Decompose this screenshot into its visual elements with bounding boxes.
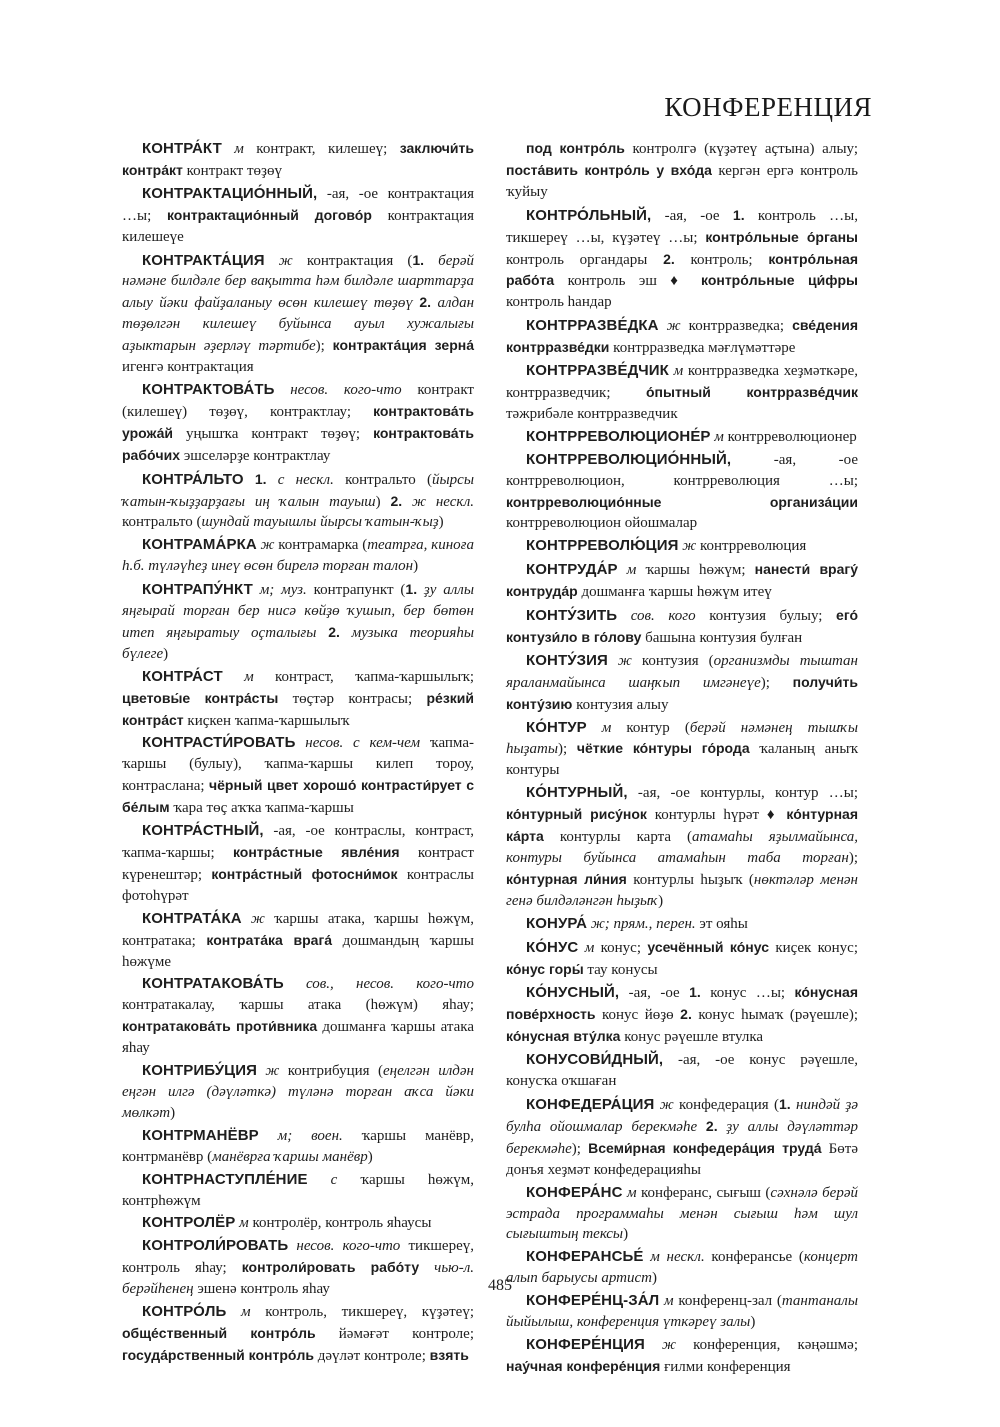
grammar-note: м (668, 363, 684, 380)
translation-text: -ая, -ое конус рәүешле, конусҡа оҡшаған (506, 1052, 858, 1090)
headword: КОНТРУДА́Р (526, 561, 618, 579)
phrase-example: контрреволюцио́нные организа́ции (506, 493, 858, 510)
dictionary-entry (506, 718, 858, 782)
dictionary-entry (122, 535, 474, 577)
translation-text: контрреволюция (696, 538, 807, 555)
translation-text: контраст, ҡапма-ҡаршылыҡ; (253, 668, 474, 685)
translation-text: контурлы һыҙыҡ ( (626, 871, 754, 888)
translation-text: -ая, -ое (651, 207, 733, 224)
translation-text: контрразведка хеҙмәткәре, контрразведчик; (506, 363, 858, 401)
phrase-example: обще́ственный контро́ль (122, 1324, 316, 1341)
dictionary-entry (506, 651, 858, 716)
grammar-note: ж (678, 538, 697, 555)
translation-text: конус …ы; (700, 985, 795, 1002)
translation-text: тау конусы (583, 961, 658, 978)
translation-text: контральто ( (122, 514, 202, 531)
phrase-example: 1. (779, 1095, 791, 1112)
grammar-note: сов. кого (617, 608, 696, 625)
dictionary-entry (506, 1094, 858, 1181)
grammar-note: ж (264, 252, 293, 269)
translation-text: контузия алыу (572, 696, 669, 713)
headword: КОНТРА́ЛЬТО (142, 470, 244, 488)
phrase-example: контро́льные о́рганы (705, 228, 858, 245)
phrase-example: контро́льные ци́фры (701, 272, 858, 289)
translation-text: ҡаланың аныҡ контуры (506, 741, 858, 779)
dictionary-entry (506, 1335, 858, 1378)
translation-text: кергән ергә контроль ҡуйыу (506, 162, 859, 200)
grammar-note: м; воен. (258, 1127, 343, 1144)
dictionary-entry (506, 937, 858, 981)
translation-text: конус йөҙө (595, 1007, 681, 1024)
translation-text: контроль һандар (506, 294, 612, 311)
phrase-example: контрата́ка врага́ (206, 931, 333, 948)
grammar-note: несов. кого-что (274, 381, 402, 398)
page-number: 485 (488, 1277, 512, 1294)
translation-text (244, 472, 255, 488)
headword: КОНФЕРЕ́НЦИЯ (526, 1335, 645, 1353)
translation-text (316, 625, 328, 641)
translation-text: контрреволюционер (723, 428, 857, 445)
translation-text: контрразведка; (680, 318, 793, 335)
grammar-note: м (578, 939, 595, 956)
translation-text: контрапункт ( (306, 582, 406, 599)
grammar-note: м (659, 1293, 674, 1310)
headword: КО́НУСНЫЙ, (526, 984, 620, 1002)
translation-text: контрактация килешеүе (122, 207, 475, 245)
headword: КОНТРРЕВОЛЮЦИО́ННЫЙ, (526, 450, 732, 468)
translation-text: эт ояһы (695, 915, 748, 932)
dictionary-entry (122, 1061, 474, 1124)
phrase-example: усечённый ко́нус (647, 938, 769, 955)
headword: КОНТРАТАКОВА́ТЬ (142, 975, 284, 993)
grammar-note: нөктәләр менән генә билдәләнгән һыҙыҡ (506, 871, 858, 909)
headword: КОНТРИБУ́ЦИЯ (142, 1062, 257, 1080)
grammar-note: берәй нәмәнең тышҡы һыҙаты (506, 719, 859, 758)
translation-text: Бөтә донъя хеҙмәт конфедерацияһы (506, 1140, 858, 1178)
translation-text: -ая, -ое (619, 985, 690, 1002)
translation-text: контракт (килешеү) төҙөү, контрактлау; (122, 381, 474, 420)
headword: КОНТРРАЗВЕ́ДКА (526, 317, 659, 335)
phrase-example: контроли́ровать рабо́ту (241, 1259, 420, 1276)
grammar-note: чью-л. (419, 1260, 475, 1277)
phrase-example: госуда́рственный контро́ль (122, 1346, 314, 1363)
phrase-example: ко́нус горы́ (506, 960, 584, 977)
dictionary-entry (506, 1183, 858, 1246)
headword: КОНТРАСТИ́РОВАТЬ (142, 734, 296, 752)
phrase-example: ко́нтурный рису́нок (506, 806, 647, 823)
translation-text: ҡара төҫ аҡҡа ҡапма-ҡаршы (169, 800, 354, 817)
translation-text: ); (558, 741, 577, 758)
grammar-note: ж; прям., перен. (587, 915, 696, 932)
phrase-example: контракта́ция зерна́ (332, 337, 474, 354)
phrase-example: контратакова́ть проти́вника (122, 1018, 318, 1035)
translation-text: ҡапма-ҡаршы (булыу), ҡапма-ҡаршы килеп тороу, контраслана; (122, 735, 474, 795)
translation-text: конфедерация ( (673, 1096, 780, 1113)
translation-text: контроль органдары (506, 251, 664, 268)
phrase-example: нанести́ врагу́ контруда́р (506, 561, 858, 600)
dictionary-entry (122, 1213, 474, 1234)
phrase-example: о́пытный контрразве́дчик (645, 383, 858, 400)
grammar-note: ж (256, 1063, 280, 1080)
translation-text: конферансье ( (704, 1249, 804, 1266)
headword: КОНТРМАНЁВР (142, 1126, 259, 1144)
headword: КОНТУ́ЗИЯ (526, 651, 608, 669)
headword: КОНТРАКТА́ЦИЯ (142, 251, 265, 269)
translation-text: контрактация ( (292, 252, 413, 269)
grammar-note: ж (607, 652, 632, 669)
translation-text: йәмәғәт контроле; (315, 1325, 474, 1342)
grammar-note: ж (644, 1336, 676, 1353)
dictionary-entry (506, 536, 858, 557)
phrase-example: 2. (705, 1117, 718, 1134)
headword: КОНТУ́ЗИТЬ (526, 607, 618, 625)
translation-text: контрреволюцион ойошмалар (506, 515, 698, 532)
phrase-example: его́ контузи́ло в го́лову (506, 607, 859, 645)
translation-text: контрибуция ( (279, 1063, 383, 1080)
phrase-example: взять (429, 1346, 469, 1363)
phrase-example: 2. (663, 250, 675, 267)
grammar-note: несов. кого-что (288, 1238, 401, 1255)
grammar-note: музыка теорияһы бүлеге (122, 624, 474, 662)
dictionary-entry (506, 205, 858, 314)
headword: КОНФЕДЕРА́ЦИЯ (526, 1095, 655, 1113)
grammar-note: берәй нәмәне билдәле бер вақытта hәм билдәле шарттарҙа алыу йәки файҙаланыу өсөн килешеү төҙөү (122, 252, 475, 312)
headword: КОНТРА́КТ (142, 140, 222, 157)
grammar-note: ниндәй ҙә булһа ойошмалар берекмәһе (506, 1096, 859, 1135)
translation-text: ); (848, 850, 858, 866)
grammar-note: алдан төҙөлгән килешеү буйынса ауыл хужалығы аҙыктарын әҙерләү тәртибе (122, 295, 475, 355)
grammar-note: ҙу аллы яңғырай торған бер нисә көйҙө ҡушып, бер бөтөн итеп яңғыратыу оҫталығы (122, 582, 475, 641)
headword: КОНФЕРА́НС (526, 1183, 623, 1201)
headword: КОНТРА́СТ (142, 667, 223, 685)
phrase-example: контра́стные явле́ния (232, 844, 400, 860)
dictionary-entry (506, 559, 858, 603)
translation-text: ) (438, 514, 444, 531)
dictionary-entry (122, 1126, 474, 1168)
phrase-example: 1. (405, 581, 418, 598)
grammar-note: с нескл. (266, 471, 334, 488)
translation-text: контролгә (күҙәтеү аҫтына) алыу; (624, 141, 858, 157)
grammar-note: ж (658, 318, 681, 335)
grammar-note: концерт алып барыусы артист (506, 1249, 858, 1287)
grammar-note: еңелгән илдән еңгән илгә (дәүләткә) түләнә торған аҡса йәки мөлкәт (122, 1063, 474, 1121)
grammar-note: м нескл. (643, 1249, 705, 1266)
translation-text: дошманға ҡаршы һөжүм итеү (577, 584, 772, 601)
dictionary-entry (122, 250, 474, 378)
translation-text: конференц-зал ( (673, 1293, 782, 1310)
phrase-example: контра́стный фотосни́мок (211, 865, 398, 882)
phrase-example: 1. (254, 470, 267, 487)
translation-text: башына контузия булған (641, 629, 803, 646)
grammar-note: ж (256, 537, 275, 554)
phrase-example: ко́нтурная ли́ния (506, 870, 627, 887)
dictionary-entry (122, 138, 474, 182)
phrase-example: 1. (412, 251, 425, 268)
translation-text: ) (375, 493, 391, 510)
translation-text: контратакалау, ҡаршы атака (һөжүм) яһау; (122, 997, 474, 1014)
phrase-example: ко́нусная вту́лка (506, 1028, 621, 1045)
translation-text: контроль; (674, 251, 769, 268)
dictionary-entry (122, 380, 474, 467)
grammar-note: ҙу аллы дәүләттәр берекмәһе (506, 1118, 858, 1157)
translation-text: киҫек конус; (768, 939, 858, 956)
phrase-example: заключи́ть контра́кт (122, 140, 474, 178)
grammar-note: организмды тыштан яраланмайынса шаңҡып имгәнеүе (506, 652, 858, 691)
phrase-example: контрактацио́нный догово́р (166, 206, 372, 223)
grammar-note: шундай тауышлы йырсы ҡатын-ҡыҙ (201, 514, 439, 531)
translation-text: ) (623, 1226, 629, 1243)
headword: КОНТРРЕВОЛЮЦИОНЕ́Р (526, 427, 711, 445)
headword: КО́НТУР (526, 718, 587, 736)
grammar-note: манёврға ҡаршы манёвр (212, 1148, 368, 1165)
translation-text: ҡаршы манёвр, контрманёвр ( (122, 1127, 475, 1165)
grammar-note: муз. (281, 582, 307, 599)
phrase-example: 2. (390, 492, 403, 509)
translation-text: ) (658, 892, 664, 909)
translation-text: -ая, -ое контрактация …ы; (122, 185, 474, 224)
translation-text: ) (652, 1270, 658, 1287)
grammar-note: тантаналы йыйылыш, конференция үткәреү залы (506, 1293, 858, 1331)
translation-text: контурлы һүрәт ♦ (646, 807, 787, 824)
translation-text: контраслы фотоһүрәт (122, 866, 475, 904)
translation-text: ) (170, 1104, 176, 1121)
phrase-example: ко́нусная пове́рхность (506, 984, 858, 1023)
grammar-note: с (307, 1171, 338, 1188)
translation-text: ) (413, 558, 419, 575)
translation-text: контракт төҙөү (182, 162, 282, 179)
translation-text: эшселәрҙе контрактлау (180, 447, 331, 464)
headword: КОНТРАТА́КА (142, 909, 242, 927)
dictionary-entry (122, 733, 474, 819)
headword: КОНФЕРЕ́НЦ-ЗА́Л (526, 1292, 660, 1310)
phrase-example: контро́льная рабо́та (506, 250, 859, 289)
phrase-example: чёрный цвет хорошо́ контрасти́рует с бе́лым (122, 777, 474, 816)
translation-text: контузия ( (631, 652, 714, 669)
translation-text: конференция, кәңәшмә; (675, 1336, 858, 1353)
headword: КОНУРА́ (526, 914, 588, 932)
dictionary-entry (122, 821, 474, 907)
headword: КОНТРАКТОВА́ТЬ (142, 380, 275, 398)
grammar-note: берәйһенең (122, 1281, 194, 1298)
phrase-example: 2. (328, 623, 340, 640)
phrase-example: ко́нтурная ка́рта (506, 806, 858, 845)
grammar-note: м (617, 562, 637, 579)
grammar-note: несов. с кем-чем (295, 735, 421, 752)
headword: КО́НТУРНЫЙ, (526, 784, 628, 802)
phrase-example: под контро́ль (526, 140, 625, 156)
translation-text: ); (760, 674, 793, 691)
dictionary-entry (506, 315, 858, 359)
headword: КОНТРАМА́РКА (142, 536, 257, 554)
phrase-example: ре́зкий контра́ст (122, 689, 475, 728)
translation-text: эшенә контроль яһау (193, 1281, 330, 1298)
translation-text: ҡаршы атака, ҡаршы һөжүм, контратака; (122, 910, 474, 949)
grammar-note: м (222, 668, 254, 685)
grammar-note: м (586, 719, 612, 736)
phrase-example: 1. (732, 206, 745, 223)
translation-text: ҡаршы һөжүм, контрһөжүм (122, 1171, 474, 1209)
grammar-note: йырсы ҡатын-ҡыҙҙарҙағы иң ҡалын тауыш (122, 471, 474, 510)
dictionary-entry (122, 469, 474, 534)
translation-text: төҫтәр контрасы; (278, 690, 427, 707)
headword: КОНТРО́ЛЬ (142, 1303, 227, 1321)
translation-text: контрразведка мәғлүмәттәре (609, 340, 796, 357)
translation-text: ) (750, 1314, 756, 1331)
phrase-example: све́дения контрразве́дки (506, 317, 858, 356)
dictionary-entry (506, 982, 858, 1048)
phrase-example: контрактова́ть рабо́чих (122, 424, 474, 463)
headword: КОНТРРАЗВЕ́ДЧИК (526, 362, 669, 380)
translation-text: контузия булыу; (695, 608, 837, 625)
headword: КОНТРО́ЛЬНЫЙ, (526, 206, 652, 224)
translation-text: контурлы карта ( (543, 829, 693, 846)
dictionary-entry (122, 184, 474, 248)
headword: КОНТРА́СТНЫЙ, (142, 822, 264, 840)
dictionary-entry (506, 914, 858, 935)
translation-text: ) (367, 1148, 373, 1165)
grammar-note: театрға, киноға h.б. түләүһеҙ инеү өсөн бирелә торған талон (122, 537, 474, 575)
headword: КО́НУС (526, 938, 579, 956)
phrase-example: Всеми́рная конфедера́ция труда́ (588, 1139, 822, 1156)
translation-text: ); (571, 1140, 589, 1157)
translation-text: дәүләт контроле; (313, 1347, 430, 1364)
translation-text: дошмандың ҡаршы һөжүме (122, 932, 474, 970)
dictionary-entry (122, 667, 474, 732)
translation-text: ғилми конференция (660, 1358, 791, 1375)
translation-text: контролёр, контроль яһаусы (248, 1215, 432, 1232)
headword: КОНТРАПУ́НКТ (142, 581, 253, 599)
translation-text: конус рәүешле втулка (620, 1029, 764, 1046)
translation-text: дошманға ҡаршы атака яһау (122, 1019, 474, 1057)
phrase-example: поста́вить контро́ль у вхо́да (506, 161, 712, 178)
dictionary-entry (122, 1302, 474, 1367)
grammar-note: м (221, 141, 244, 157)
grammar-note: ж (241, 910, 265, 927)
translation-text: -ая, -ое контрреволюцион, контрреволюция …ы; (506, 451, 858, 489)
dictionary-entry (506, 427, 858, 448)
dictionary-entry (122, 1170, 474, 1212)
dictionary-entry (506, 450, 858, 535)
dictionary-entry (506, 138, 858, 203)
translation-text: контраст күренештәр; (122, 845, 474, 883)
dictionary-entry (122, 579, 474, 665)
translation-text: контроль, тикшереү, күҙәтеү; (250, 1304, 474, 1321)
grammar-note: м (235, 1215, 249, 1232)
translation-text: конус; (594, 939, 648, 956)
phrase-example: 2. (680, 1006, 692, 1023)
headword: КОНТРОЛЁР (142, 1214, 236, 1232)
translation-text: игенгә контрактация (122, 359, 254, 376)
phrase-example: 1. (689, 984, 701, 1001)
grammar-note: м (710, 428, 724, 445)
translation-text: -ая, -ое контраслы, контраст, ҡапма-ҡаршы; (122, 823, 474, 861)
translation-text: -ая, -ое контурлы, контур …ы; (627, 785, 858, 802)
dictionary-entry (506, 1291, 858, 1333)
grammar-note: атамаһы яҙылмайынса, контуры буйынса атамаһын таба торған (506, 829, 858, 866)
running-header: КОНФЕРЕНЦИЯ (664, 92, 872, 122)
headword: КОНТРОЛИ́РОВАТЬ (142, 1237, 289, 1255)
translation-text: контрамарка ( (274, 537, 368, 554)
right-column (506, 138, 858, 1380)
grammar-note: ж (654, 1096, 674, 1113)
grammar-note: м (622, 1184, 637, 1201)
translation-text (697, 1119, 706, 1135)
phrase-example: чёткие ко́нтуры го́рода (576, 740, 750, 757)
headword: КОНУСОВИ́ДНЫЙ, (526, 1051, 664, 1069)
grammar-note: м; (252, 582, 275, 599)
dictionary-entry (122, 909, 474, 973)
left-column (122, 138, 474, 1369)
grammar-note: ж нескл. (402, 493, 474, 510)
headword: КОНТРАКТАЦИО́ННЫЙ, (142, 184, 318, 202)
translation-text: уңышҡа контракт төҙөү; (173, 425, 374, 442)
headword: КОНТРНАСТУПЛЕ́НИЕ (142, 1170, 308, 1188)
translation-text: тикшереү, контроль яһау; (122, 1238, 474, 1277)
grammar-note: сов., несов. кого-что (283, 976, 474, 993)
translation-text: конус һымаҡ (рәүешле); (691, 1007, 858, 1024)
translation-text: контроль …ы, тикшереү …ы, күҙәтеү …ы; (506, 207, 859, 246)
grammar-note: сәхнәлә берәй эстрада программаһы менән сығыш һәм шул сығыштың тексы (506, 1184, 858, 1243)
translation-text: контральто ( (333, 471, 433, 488)
translation-text: конферанс, сығыш ( (636, 1184, 771, 1201)
grammar-note: м (226, 1304, 251, 1321)
dictionary-entry (506, 783, 858, 911)
phrase-example: 2. (419, 294, 432, 311)
headword: КОНТРРЕВОЛЮ́ЦИЯ (526, 537, 679, 555)
phrase-example: получи́ть конту́зию (506, 673, 858, 712)
dictionary-entry (506, 605, 858, 649)
translation-text: тәжрибәле контрразведчик (506, 405, 678, 422)
phrase-example: контрактова́ть урожа́й (122, 402, 474, 441)
dictionary-entry (506, 361, 858, 425)
translation-text: ) (163, 645, 169, 662)
translation-text: киҫкен ҡапма-ҡаршылыҡ (183, 712, 350, 729)
translation-text: контракт, килешеү; (243, 141, 400, 157)
translation-text: ); (315, 338, 333, 355)
translation-text: контроль эш ♦ (554, 273, 701, 290)
headword: КОНФЕРАНСЬЕ́ (526, 1248, 644, 1266)
phrase-example: цветовы́е контра́сты (122, 689, 279, 706)
translation-text: ҡаршы һөжүм; (636, 562, 755, 579)
translation-text: контур ( (611, 719, 690, 736)
dictionary-entry (506, 1050, 858, 1092)
dictionary-entry (122, 974, 474, 1059)
phrase-example: нау́чная конфере́нция (506, 1357, 661, 1374)
